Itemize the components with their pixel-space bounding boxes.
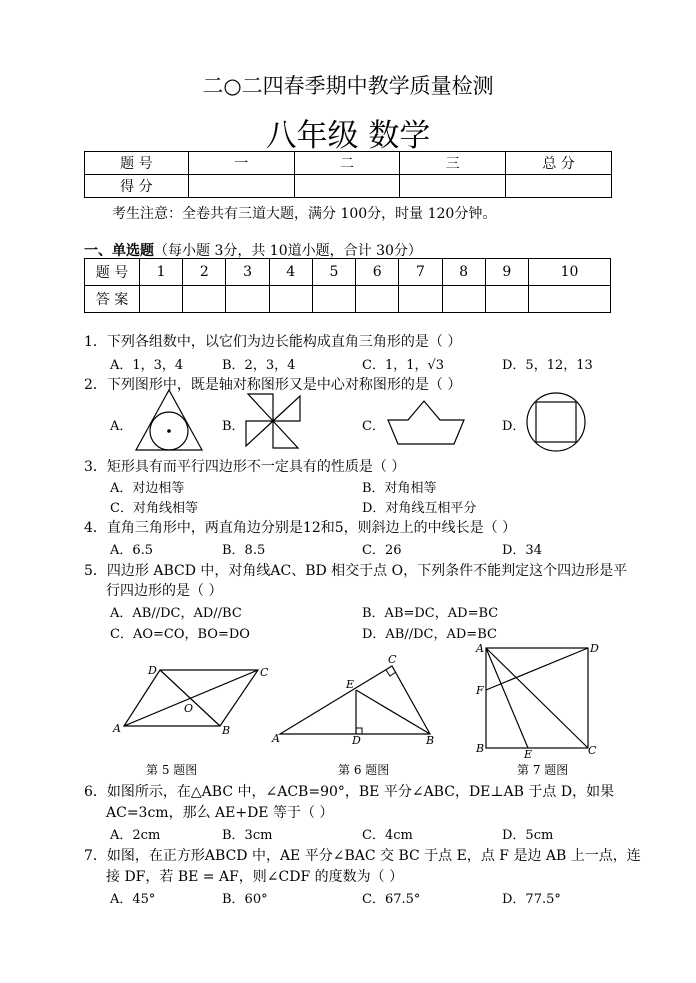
- fig6-label-a: A: [272, 732, 280, 745]
- score-cell-total: 总 分: [506, 152, 612, 175]
- q5-option-d: D．AB//DC，AD=BC: [362, 627, 497, 642]
- q5-option-a: A．AB//DC，AD//BC: [110, 606, 242, 621]
- answer-number: 5: [312, 259, 355, 286]
- score-blank[interactable]: [294, 175, 400, 198]
- fig5-label-b: B: [222, 724, 231, 737]
- q4-option-a: A．6.5: [110, 543, 154, 558]
- score-cell-part2: 二: [294, 152, 400, 175]
- subject-title: 八年级 数学: [265, 118, 431, 154]
- question-2-stem: 2．下列图形中，既是轴对称图形又是中心对称图形的是（ ）: [84, 377, 462, 393]
- answer-number: 1: [140, 259, 183, 286]
- answer-blank[interactable]: [226, 286, 269, 313]
- question-7-stem-line1: 7．如图，在正方形ABCD 中，AE 平分∠BAC 交 BC 于点 E，点 F 是边 AB 上一点，连: [84, 848, 641, 864]
- score-blank[interactable]: [400, 175, 506, 198]
- answer-number: 4: [269, 259, 312, 286]
- q2-figure-a-triangle-circle: [134, 388, 204, 452]
- q3-option-d: D．对角线互相平分: [362, 501, 477, 516]
- q1-option-b: B．2，3，4: [222, 358, 296, 373]
- q7-option-a: A．45°: [110, 892, 156, 907]
- question-7-stem-line2: 接 DF，若 BE = AF，则∠CDF 的度数为（ ）: [106, 869, 404, 885]
- answer-blank[interactable]: [312, 286, 355, 313]
- score-cell-label: 题 号: [85, 152, 189, 175]
- q2-option-c: C．: [362, 419, 385, 434]
- fig5-label-a: A: [113, 722, 121, 735]
- score-blank[interactable]: [506, 175, 612, 198]
- q3-option-a: A．对边相等: [110, 481, 185, 496]
- q2-option-a: A．: [110, 419, 133, 434]
- figure-7-square: [474, 640, 604, 760]
- answer-blank[interactable]: [485, 286, 528, 313]
- figure-7-caption: 第 7 题图: [517, 763, 569, 777]
- fig6-label-c: C: [388, 653, 397, 666]
- score-table: [84, 151, 612, 198]
- section-subtitle: （每小题 3分，共 10道小题，合计 30分）: [154, 243, 422, 259]
- answer-number: 6: [356, 259, 399, 286]
- q7-option-d: D．77.5°: [502, 892, 561, 907]
- section-heading: [84, 240, 422, 260]
- q7-option-c: C．67.5°: [362, 892, 421, 907]
- q1-option-d: D．5，12，13: [502, 358, 593, 373]
- answer-blank[interactable]: [269, 286, 312, 313]
- answer-table-answer-row: [85, 286, 611, 313]
- q4-option-c: C．26: [362, 543, 402, 558]
- score-table-header-row: [85, 152, 612, 175]
- answer-blank[interactable]: [528, 286, 610, 313]
- q1-option-c: C．1，1，√3: [362, 358, 445, 373]
- q6-option-c: C．4cm: [362, 828, 413, 843]
- question-5-stem-line2: 行四边形的是（ ）: [106, 583, 223, 599]
- fig7-label-b: B: [476, 742, 485, 755]
- q6-option-a: A．2cm: [110, 828, 161, 843]
- figure-5-caption: 第 5 题图: [146, 763, 198, 777]
- q4-option-b: B．8.5: [222, 543, 266, 558]
- q2-option-b: B．: [222, 419, 245, 434]
- section-title: 一、单选题: [84, 243, 154, 259]
- answer-blank[interactable]: [356, 286, 399, 313]
- fig7-label-c: C: [588, 744, 597, 757]
- answer-number: 9: [485, 259, 528, 286]
- question-4-stem: 4．直角三角形中，两直角边分别是12和5，则斜边上的中线长是（ ）: [84, 520, 517, 536]
- answer-number: 2: [183, 259, 226, 286]
- question-6-stem-line1: 6．如图所示，在△ABC 中，∠ACB=90°，BE 平分∠ABC，DE⊥AB 于点 D，如果: [84, 784, 615, 800]
- figure-5-parallelogram: [112, 660, 272, 740]
- answer-blank[interactable]: [399, 286, 442, 313]
- answer-header-label: 题 号: [85, 259, 140, 286]
- score-cell-part1: 一: [188, 152, 294, 175]
- score-cell-part3: 三: [400, 152, 506, 175]
- answer-blank[interactable]: [442, 286, 485, 313]
- fig7-label-d: D: [590, 642, 599, 655]
- answer-table: [84, 258, 611, 313]
- score-table-score-row: [85, 175, 612, 198]
- answer-blank[interactable]: [183, 286, 226, 313]
- fig5-label-c: C: [260, 666, 269, 679]
- fig7-label-a: A: [476, 642, 484, 655]
- answer-row-label: 答 案: [85, 286, 140, 313]
- q5-option-c: C．AO=CO，BO=DO: [110, 627, 250, 642]
- q2-option-d: D．: [502, 419, 526, 434]
- answer-number: 3: [226, 259, 269, 286]
- score-blank[interactable]: [188, 175, 294, 198]
- fig6-label-d: D: [352, 734, 361, 746]
- q7-option-b: B．60°: [222, 892, 268, 907]
- fig5-label-d: D: [148, 664, 157, 677]
- score-row-label: 得 分: [85, 175, 189, 198]
- q2-figure-b-pinwheel: [242, 390, 304, 452]
- q6-option-b: B．3cm: [222, 828, 273, 843]
- fig7-label-f: F: [476, 684, 484, 697]
- question-6-stem-line2: AC=3cm，那么 AE+DE 等于（ ）: [106, 805, 334, 821]
- exam-notice: 考生注意：全卷共有三道大题，满分 100分，时量 120分钟。: [112, 206, 497, 222]
- fig6-label-b: B: [426, 734, 435, 746]
- question-1-stem: 1．下列各组数中，以它们为边长能构成直角三角形的是（ ）: [84, 334, 462, 350]
- q3-option-c: C．对角线相等: [110, 501, 198, 516]
- q2-figure-d-circle-square: [524, 390, 588, 454]
- question-3-stem: 3．矩形具有而平行四边形不一定具有的性质是（ ）: [84, 459, 406, 475]
- fig6-label-e: E: [346, 678, 355, 691]
- question-5-stem-line1: 5．四边形 ABCD 中，对角线AC、BD 相交于点 O，下列条件不能判定这个四边形是平: [84, 563, 628, 579]
- exam-title: 二○二四春季期中教学质量检测: [202, 74, 494, 98]
- figure-6-right-triangle: [270, 652, 440, 746]
- q5-option-b: B．AB=DC，AD=BC: [362, 606, 499, 621]
- fig5-label-o: O: [184, 702, 194, 715]
- answer-blank[interactable]: [140, 286, 183, 313]
- q4-option-d: D．34: [502, 543, 542, 558]
- figure-6-caption: 第 6 题图: [338, 763, 390, 777]
- answer-table-number-row: [85, 259, 611, 286]
- q6-option-d: D．5cm: [502, 828, 554, 843]
- q3-option-b: B．对角相等: [362, 481, 437, 496]
- answer-number: 8: [442, 259, 485, 286]
- q1-option-a: A．1，3，4: [110, 358, 184, 373]
- fig7-label-e: E: [524, 748, 533, 760]
- q2-figure-c-crown: [384, 398, 468, 448]
- answer-number: 10: [528, 259, 610, 286]
- answer-number: 7: [399, 259, 442, 286]
